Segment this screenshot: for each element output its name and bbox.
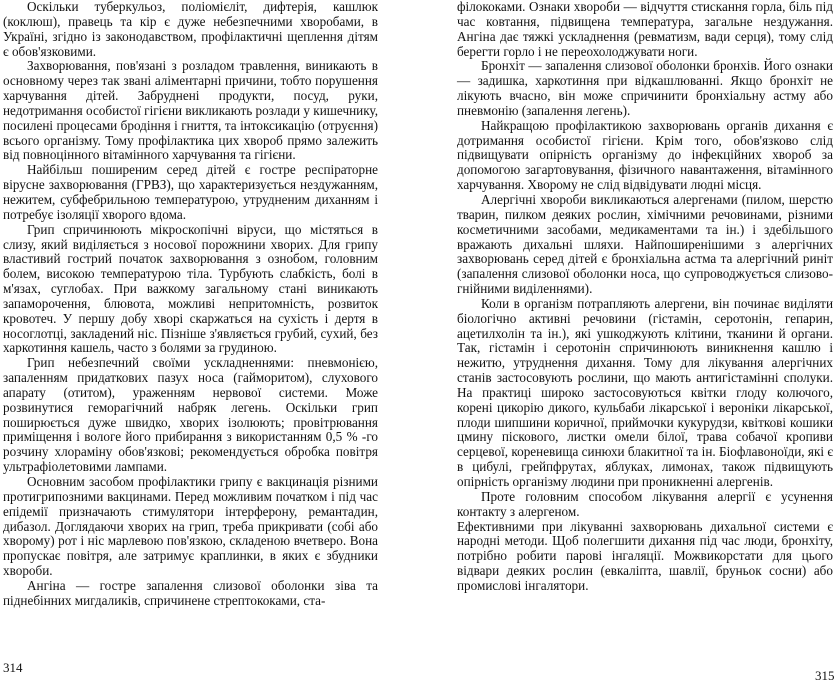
- paragraph: Найкращою профілактикою захворювань органів дихання є дотримання особистої гігієни. Крім того, обов'язково слід підвищувати опірність організму до інфекційних хвороб за допомогою загартовування, фізичного навантаження, вітамінного харчування. Хворому не слід відвідувати людні місця.: [457, 117, 833, 193]
- page-number-left: 314: [3, 660, 23, 675]
- left-page-text: [3, 0, 378, 609]
- paragraph: Ефективними при лікуванні захворювань дихальної системи є народні методи. Щоб полегшити дихання під час люди, бронхіту, потрібно робити парові інгаляції. Можвикорстати для цього відвари деяких рослин (евкаліпта, шавлії, бруньок сосни) або промислові інгалятори.: [457, 518, 833, 593]
- paragraph: Бронхіт — запалення слизової оболонки бронхів. Його ознаки — задишка, харкотиння при відкашлюванні. Якщо бронхіт не лікують вчасно, він може спричинити бронхіальну астму або пневмонію (запалення легень).: [457, 58, 833, 118]
- paragraph: Коли в організм потрапляють алергени, він починає виділяти біологічно активні речовини (гістамін, серотонін, гепарин, ацетилхолін та ін.), які ушкоджують клітини, тканини й органи. Так, гістамін і серотонін спричинюють виникнення кашлю і нежитю, утруднення дихання. Тому для лікування алергічних станів застосовують рослини, що мають антигістамінні сполуки. На практиці широко застосовуються квітки глоду колючого, корені цикорію дикого, кульбаби лікарської і вероніки лікарської, плоди шипшини коричної, приймочки кукурудзи, квіткові кошики цмину піскового, листки омели білої, трава собачої кропиви серцевої, кореневища синюхи блакитної та ін. Біофлавоноїди, які є в цибулі, грейпфрутах, яблуках, лимонах, також підвищують опірність організму людини при проникненні алергенів.: [457, 295, 833, 489]
- paragraph: Оскільки туберкульоз, поліомієліт, дифтерія, кашлюк (коклюш), правець та кір є дуже небезпечними хворобами, в Україні, згідно із законодавством, профілактичні щеплення дітям є обов'язковими.: [3, 0, 378, 59]
- paragraph: філококами. Ознаки хвороби — відчуття стискання горла, біль під час ковтання, підвищена температура, загальне нездужання. Ангіна дає тяжкі ускладнення (ревматизм, вади серця), тому слід берегти горло і не переохолоджувати ноги.: [457, 0, 833, 59]
- paragraph: Проте головним способом лікування алергії є усунення контакту з алергеном.: [457, 488, 833, 519]
- paragraph: Грип спричинюють мікроскопічні віруси, що містяться в слизу, який виділяється з носової порожнини хворих. Для грипу властивий гострий початок захворювання з ознобом, головним болем, високою температурою тіла. Турбують слабкість, болі в м'язах, суглобах. При важкому загальному стані виникають запаморочення, блювота, можливі непритомність, розвиток кровотеч. У першу добу хворі скаржаться на сухість і дертя в носоглотці, закладений ніс. Пізніше з'являється грубий, сухий, без харкотиння кашель, часто з болями за грудиною.: [3, 221, 378, 356]
- page-number-right: 315: [815, 668, 835, 683]
- paragraph: Грип небезпечний своїми ускладненнями: пневмонією, запаленням придаткових пазух носа (гайморитом), слухового апарату (отитом), ураженням нервової системи. Може розвинутися геморагічний набряк легень. Оскільки грип поширюється дуже швидко, хворих ізолюють; провітрювання приміщення і вологе його прибирання з використанням 0,5 % -го розчину хлораміну обов'язкові; рекомендується обробка повітря ультрафіолетовими лампами.: [3, 355, 378, 475]
- paragraph: Захворювання, пов'язані з розладом травлення, виникають в основному через так звані аліментарні причини, тобто порушення харчування дітей. Забруднені продукти, посуд, руки, недотримання особистої гігієни викликають розлади у кишечнику, посилені процесами бродіння і гниття, та інтоксикацію (отруєння) всього організму. Тому профілактика цих хвороб прямо залежить від повноцінного вітамінного харчування та гігієни.: [3, 58, 378, 163]
- right-page-text: [457, 0, 833, 594]
- paragraph: Алергічні хвороби викликаються алергенами (пилом, шерстю тварин, пилком деяких рослин, хімічними речовинами, різними косметичними засобами, медикаментами та ін.) і здебільшого вражають дихальні шляхи. Найпоширенішими з алергічних захворювань серед дітей є бронхіальна астма та алергічний риніт (запалення слизової оболонки носа, що супроводжується слизово-гнійними виділеннями).: [457, 191, 833, 297]
- paragraph: Найбільш поширеним серед дітей є гостре респіраторне вірусне захворювання (ГРВЗ), що характеризується нездужанням, нежитем, субфебрильною температурою, утрудненим диханням і потребує ізоляції хворого вдома.: [3, 162, 378, 222]
- paragraph: Основним засобом профілактики грипу є вакцинація різними протигрипозними вакцинами. Перед можливим початком і під час епідемії призначають стимулятори інтерферону, ремантадин, дибазол. Доглядаючи хворих на грип, треба прикривати (собі або хворому) рот і ніс марлевою пов'язкою, складеною вчетверо. Вона пропускає повітря, але затримує краплинки, в яких є збудники хвороби.: [3, 474, 378, 579]
- paragraph: Ангіна — гостре запалення слизової оболонки зіва та піднебінних мигдаликів, спричинене стрептококами, ста-: [3, 577, 378, 608]
